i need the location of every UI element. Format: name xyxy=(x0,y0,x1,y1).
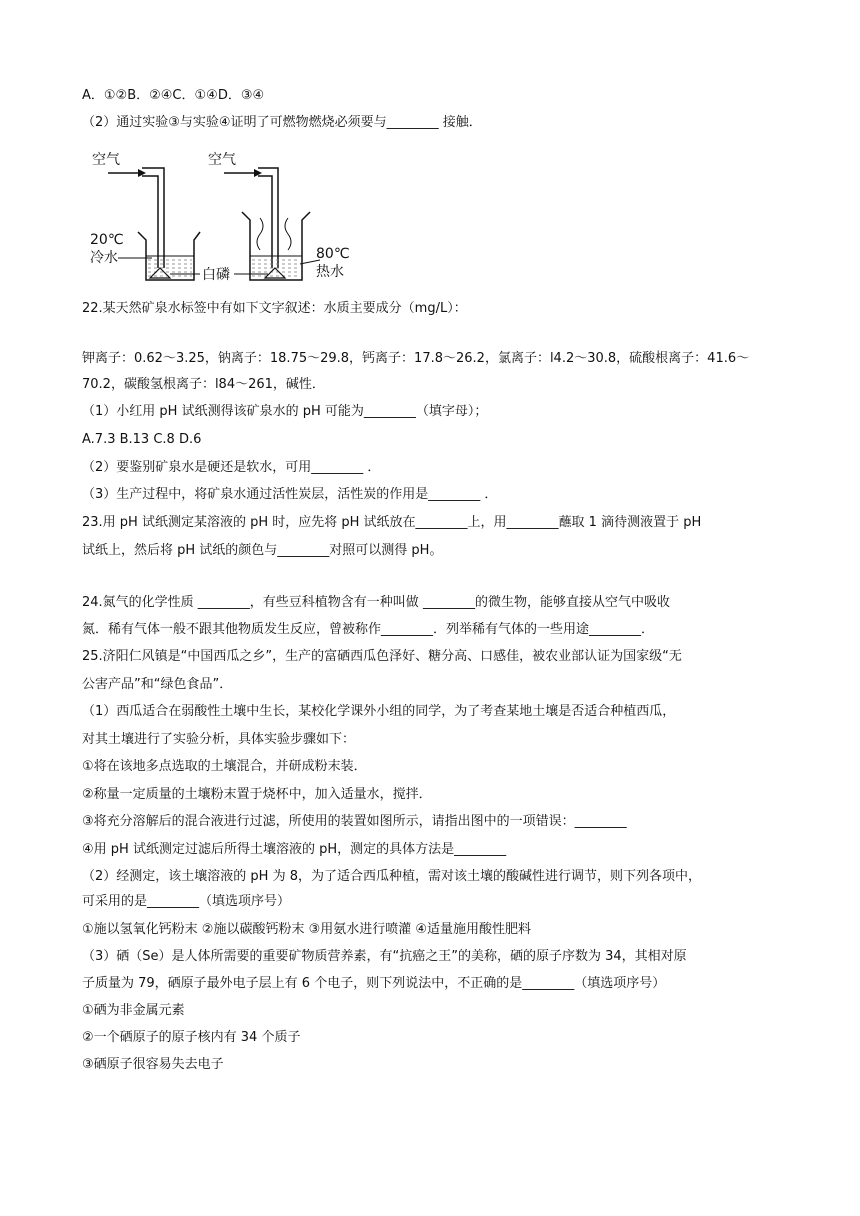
q22-part1-options: A.7.3 B.13 C.8 D.6 xyxy=(82,432,202,447)
q25-step1: ①将在该地多点选取的土壤混合，并研成粉末装． xyxy=(82,759,367,774)
q25-part3-option2: ②一个硒原子的原子核内有 34 个质子 xyxy=(82,1030,301,1045)
q23-line2: 试纸上，然后将 pH 试纸的颜色与________对照可以测得 pH。 xyxy=(82,543,443,558)
q22-part3: （3）生产过程中，将矿泉水通过活性炭层，活性炭的作用是________ ． xyxy=(82,487,498,502)
q22-part2: （2）要鉴别矿泉水是硬还是软水，可用________ ． xyxy=(82,460,381,475)
air-label-right: 空气 xyxy=(208,152,236,168)
q22-ions-line1: 钾离子：0.62～3.25，钠离子：18.75～29.8，钙离子：17.8～26.2，氯离子：l4.2～30.8，硫酸根离子：41.6～ xyxy=(82,351,750,366)
q21-options: A．①②B．②④C．①④D．③④ xyxy=(82,88,265,103)
q24-line1: 24.氮气的化学性质 ________，有些豆科植物含有一种叫做 ________的微生物，能够直接从空气中吸收 xyxy=(82,595,670,610)
temp-right-label: 80℃ xyxy=(316,246,350,262)
q25-step4: ④用 pH 试纸测定过滤后所得土壤溶液的 pH，测定的具体方法是________ xyxy=(82,842,507,857)
q22-stem: 22.某天然矿泉水标签中有如下文字叙述：水质主要成分（mg/L）： xyxy=(82,301,467,316)
air-tube-left-inner xyxy=(142,176,158,268)
q25-step2: ②称量一定质量的土壤粉末置于烧杯中，加入适量水，搅拌． xyxy=(82,787,432,802)
q25-stem-line1: 25.济阳仁风镇是“中国西瓜之乡”，生产的富硒西瓜色泽好、糖分高、口感佳，被农业部认证为国家级“无 xyxy=(82,649,682,664)
combustion-experiment-figure xyxy=(88,146,378,286)
q23-line1: 23.用 pH 试纸测定某溶液的 pH 时，应先将 pH 试纸放在________上，用________蘸取 1 滴待测液置于 pH xyxy=(82,515,702,530)
water-right-label: 热水 xyxy=(316,264,344,280)
q25-step3: ③将充分溶解后的混合液进行过滤，所使用的装置如图所示，请指出图中的一项错误：________ xyxy=(82,814,627,829)
air-tube-right-inner xyxy=(258,176,272,268)
q25-part1-line1: （1）西瓜适合在弱酸性土壤中生长，某校化学课外小组的同学，为了考查某地土壤是否适合种植西瓜， xyxy=(82,704,676,719)
phosphorus-left xyxy=(150,268,170,278)
air-tube-right xyxy=(258,168,278,268)
q25-part3-line2: 子质量为 79，硒原子最外电子层上有 6 个电子，则下列说法中，不正确的是________（填选项序号） xyxy=(82,976,666,991)
q22-ions-line2: 70.2，碳酸氢根离子：l84～261，碱性． xyxy=(82,377,325,392)
flame-icon xyxy=(257,218,291,250)
q21-part2: （2）通过实验③与实验④证明了可燃物燃烧必须要与________ 接触． xyxy=(82,115,482,130)
air-label-left: 空气 xyxy=(92,152,120,168)
q25-part2-line2: 可采用的是________（填选项序号） xyxy=(82,894,291,909)
q25-part3-option3: ③硒原子很容易失去电子 xyxy=(82,1057,224,1072)
q25-stem-line2: 公害产品”和“绿色食品”． xyxy=(82,677,233,692)
phosphorus-label: 白磷 xyxy=(202,267,230,283)
q22-part1: （1）小红用 pH 试纸测得该矿泉水的 pH 可能为________（填字母）； xyxy=(82,404,488,419)
water-left-label: 冷水 xyxy=(90,250,118,266)
q25-part3-line1: （3）硒（Se）是人体所需要的重要矿物质营养素，有“抗癌之王”的美称，硒的原子序数为 34，其相对原 xyxy=(82,949,687,964)
q25-part1-line2: 对其土壤进行了实验分析，具体实验步骤如下： xyxy=(82,732,356,747)
q24-line2: 氮．稀有气体一般不跟其他物质发生反应，曾被称作________．列举稀有气体的一些用途________． xyxy=(82,622,655,637)
q25-part2-options: ①施以氢氧化钙粉末 ②施以碳酸钙粉末 ③用氨水进行喷灌 ④适量施用酸性肥料 xyxy=(82,922,532,937)
phosphorus-right xyxy=(265,268,285,278)
q25-part3-option1: ①硒为非金属元素 xyxy=(82,1003,185,1018)
temp-left-label: 20℃ xyxy=(90,232,124,248)
q25-part2-line1: （2）经测定，该土壤溶液的 pH 为 8，为了适合西瓜种植，需对该土壤的酸碱性进行调节，则下列各项中， xyxy=(82,869,701,884)
